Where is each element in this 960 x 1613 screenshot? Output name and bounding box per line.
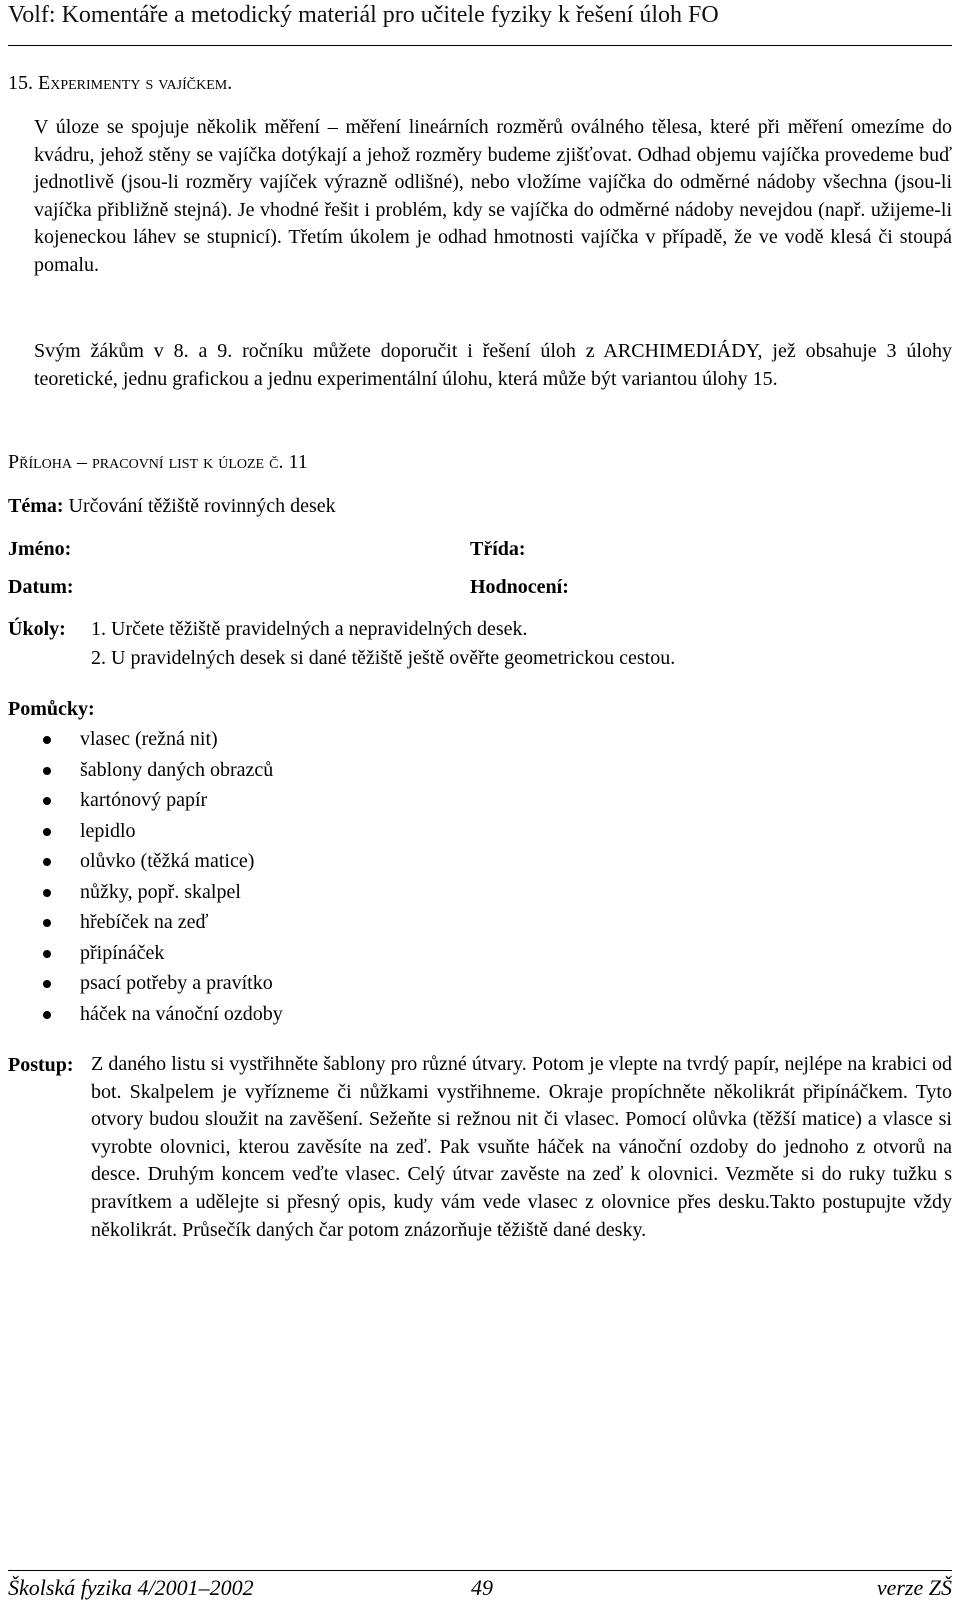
date-label: Datum: <box>8 576 74 598</box>
topic-line <box>8 493 908 519</box>
list-item: háček na vánoční ozdoby <box>8 1001 808 1032</box>
bullet-icon <box>43 828 51 836</box>
list-item: vlasec (režná nit) <box>8 726 808 757</box>
list-item: lepidlo <box>8 818 808 849</box>
bullet-icon <box>43 858 51 866</box>
list-item: psací potřeby a pravítko <box>8 970 808 1001</box>
bullet-icon <box>43 736 51 744</box>
class-label: Třída: <box>470 538 526 560</box>
appendix-title-text: Příloha – pracovní list k úloze č. 11 <box>8 451 308 473</box>
bullet-icon <box>43 797 51 805</box>
list-item: hřebíček na zeď <box>8 909 808 940</box>
list-item: šablony daných obrazců <box>8 757 808 788</box>
topic-label: Téma: <box>8 495 64 517</box>
procedure-text: Z daného listu si vystřihněte šablony pro různé útvary. Potom je vlepte na tvrdý papír, nejlépe na krabici od bot. Skalpelem je vyřízneme či nůžkami vystřihneme. Okraje propíchněte několikrát připínáčkem. Tyto otvory budou sloužit na zavěšení. Sežeňte si režnou nit či vlasec. Pomocí olůvka (těžší matice) a vlasce si vyrobte olovnici, kterou zavěsíte na zeď. Pak vsuňte háček na vánoční ozdoby do jednoho z otvorů na desce. Druhým koncem veďte vlasec. Celý útvar zavěste na zeď k olovnici. Vezměte si do ruky tužku s pravítkem a udělejte si přesný opis, kudy vám vede vlasec z olovnice přes desku.Takto postupujte vždy několikrát. Průsečík daných čar potom znázorňuje těžiště dané desky. <box>91 1053 952 1241</box>
footer-divider <box>8 1570 952 1571</box>
tasks-label: Úkoly: <box>8 618 66 640</box>
section-15-paragraph-1: V úloze se spojuje několik měření – měření lineárních rozměrů oválného tělesa, které při měření omezíme do kvádru, jehož stěny se vajíčka dotýkají a jehož rozměry budeme zjišťovat. Odhad objemu vajíčka provedeme buď jednotlivě (jsou-li rozměry vajíček výrazně odlišné), nebo vložíme vajíčka do odměrné nádoby všechna (jsou-li vajíčka přibližně stejná). Je vhodné řešit i problém, kdy se vajíčka do odměrné nádoby nevejdou (např. užijeme-li kojeneckou láhev se stupnicí). Třetím úkolem je odhad hmotnosti vajíčka v případě, že ve vodě klesá či stoupá pomalu. <box>34 116 952 276</box>
footer-version: verze ZŠ <box>876 1575 952 1600</box>
header-divider <box>8 45 952 46</box>
grade-label: Hodnocení: <box>470 576 569 598</box>
section-15-paragraph-2: Svým žákům v 8. a 9. ročníku můžete doporučit i řešení úloh z ARCHIMEDIÁDY, jež obsahuje 3 úlohy teoretické, jednu grafickou a jednu experimentální úlohu, která může být variantou úlohy 15. <box>34 340 952 390</box>
procedure-label: Postup: <box>8 1054 74 1076</box>
name-label: Jméno: <box>8 538 72 560</box>
topic-value: Určování těžiště rovinných desek <box>68 495 336 517</box>
bullet-icon <box>43 950 51 958</box>
list-item: kartónový papír <box>8 787 808 818</box>
bullet-icon <box>43 1011 51 1019</box>
bullet-icon <box>43 767 51 775</box>
appendix-title <box>8 449 308 475</box>
task-item-2: 2. U pravidelných desek si dané těžiště ještě ověřte geometrickou cestou. <box>91 647 676 669</box>
list-item: nůžky, popř. skalpel <box>8 879 808 910</box>
tools-label: Pomůcky: <box>8 698 95 720</box>
section-15-title <box>8 70 232 96</box>
bullet-icon <box>43 919 51 927</box>
list-item: připínáček <box>8 940 808 971</box>
footer-journal: Školská fyzika 4/2001–2002 <box>8 1575 254 1600</box>
bullet-icon <box>43 980 51 988</box>
footer-page-number: 49 <box>471 1575 493 1600</box>
section-15-title-text: 15. Experimenty s vajíčkem. <box>8 72 233 94</box>
tools-list <box>8 726 808 1031</box>
list-item: olůvko (těžká matice) <box>8 848 808 879</box>
page-header: Volf: Komentáře a metodický materiál pro učitele fyziky k řešení úloh FO <box>8 2 719 28</box>
task-item-1: 1. Určete těžiště pravidelných a nepravidelných desek. <box>91 618 528 640</box>
bullet-icon <box>43 889 51 897</box>
